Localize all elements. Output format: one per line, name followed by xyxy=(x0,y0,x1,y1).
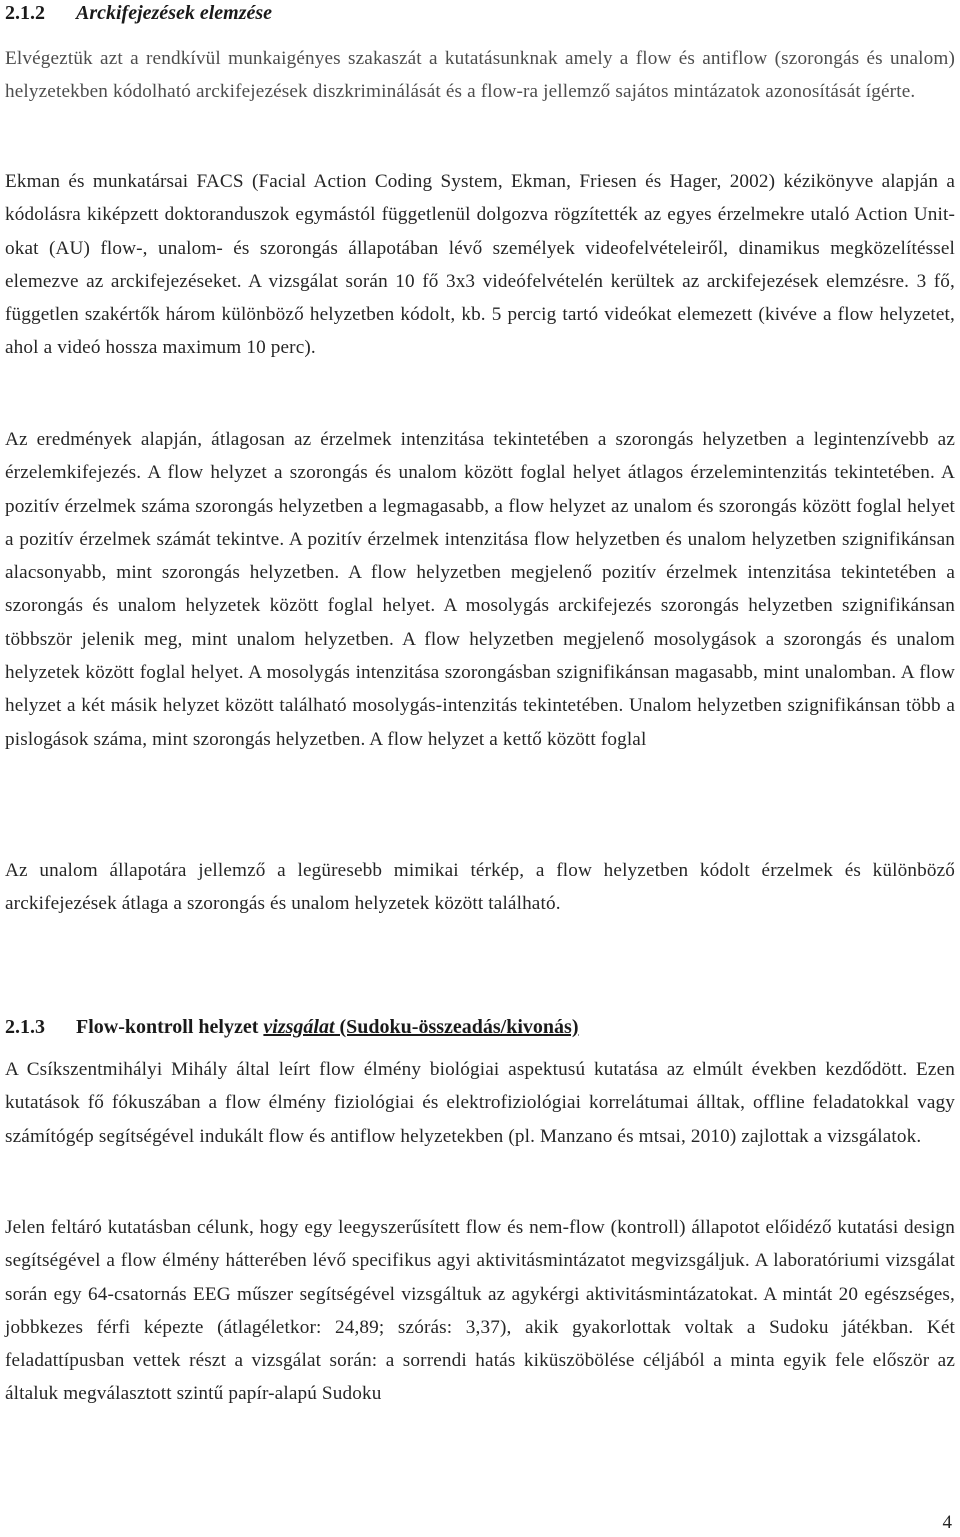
page-number: 4 xyxy=(942,1512,952,1533)
paragraph-eeg-study: Jelen feltáró kutatásban célunk, hogy egy leegyszerűsített flow és nem-flow (kontroll) állapotot előidéző kutatási design segítségével a flow élmény hátterében lévő specifikus agyi aktivitásmintázatot megvizsgáljuk. A laboratóriumi vizsgálat során egy 64-csatornás EEG műszer segítségével vizsgáltuk az agykérgi aktivitásmintázatokat. A mintát 20 egészséges, jobbkezes férfi képezte (átlagéletkor: 24,89; szórás: 3,37), akik gyakorlottak voltak a Sudoku játékban. Két feladattípusban vettek részt a vizsgálat során: a sorrendi hatás kiküszöbölése céljából a minta egyik fele először az általuk megválasztott szintű papír-alapú Sudoku xyxy=(5,1217,955,1405)
paragraph-intro: Elvégeztük azt a rendkívül munkaigényes szakaszát a kutatásunknak amely a flow és antiflow (szorongás és unalom) helyzetekben kódolható arckifejezések diszkriminálását és a flow-ra jellemző sajátos mintázatok azonosítását ígérte. xyxy=(5,48,955,103)
section-title-plain: Flow-kontroll helyzet xyxy=(76,1016,264,1038)
section-number: 2.1.2 xyxy=(5,2,45,24)
paragraph-boredom-summary: Az unalom állapotára jellemző a legüresebb mimikai térkép, a flow helyzetben kódolt érzelmek és különböző arckifejezések átlaga a szorongás és unalom helyzetek között található. xyxy=(5,860,955,915)
paragraph-flow-biology: A Csíkszentmihályi Mihály által leírt flow élmény biológiai aspektusú kutatása az elmúlt években kezdődött. Ezen kutatások fő fókuszában a flow élmény fiziológiai és elektrofiziológiai korrelátumai álltak, offline feladatokkal vagy számítógép segítségével indukált flow és antiflow helyzetekben (pl. Manzano és mtsai, 2010) zajlottak a vizsgálatok. xyxy=(5,1059,955,1147)
section-title-rest: (Sudoku-összeadás/kivonás) xyxy=(334,1016,579,1038)
section-title: Arckifejezések elemzése xyxy=(76,2,273,24)
paragraph-results: Az eredmények alapján, átlagosan az érzelmek intenzitása tekintetében a szorongás helyzetben a legintenzívebb az érzelemkifejezés. A flow helyzet a szorongás és unalom között foglal helyet átlagos érzelemintenzitás tekintetében. A pozitív érzelmek száma szorongás helyzetben a legmagasabb, a flow helyzet az unalom és szorongás között foglal helyet a pozitív érzelmek számát tekintve. A pozitív érzelmek intenzitása flow helyzetben és unalom helyzetben szignifikánsan alacsonyabb, mint szorongás helyzetben. A flow helyzetben megjelenő pozitív érzelmek intenzitása tekintetében a szorongás és unalom helyzetek között foglal helyet. A mosolygás arckifejezés szorongás helyzetben szignifikánsan többször jelenik meg, mint unalom helyzetben. A flow helyzetben megjelenő mosolygások a szorongás és unalom helyzetek között foglal helyet. A mosolygás intenzitása szorongásban szignifikánsan magasabb, mint unalomban. A flow helyzet a két másik helyzet között található mosolygás-intenzitás tekintetében. Unalom helyzetben szignifikánsan több a pislogások száma, mint szorongás helyzetben. A flow helyzet a kettő között foglal xyxy=(5,429,955,750)
section-title-italic: vizsgálat xyxy=(263,1016,335,1038)
paragraph-facs-method: Ekman és munkatársai FACS (Facial Action Coding System, Ekman, Friesen és Hager, 2002) kézikönyve alapján a kódolásra kiképzett doktoranduszok egymástól függetlenül dolgozva rögzítették az egyes érzelmekre utaló Action Unit-okat (AU) flow-, unalom- és szorongás állapotában lévő személyek videofelvételeiről, dinamikus megközelítéssel elemezve az arckifejezéseket. A vizsgálat során 10 fő 3x3 videófelvételén kerültek az arckifejezések elemzésre. 3 fő, független szakértők három különböző helyzetben kódolt, kb. 5 percig tartó videókat elemezett (kivéve a flow helyzetet, ahol a videó hossza maximum 10 perc). xyxy=(5,171,955,359)
section-heading-2-1-2 xyxy=(5,0,272,26)
section-heading-2-1-3 xyxy=(5,1014,578,1040)
section-number: 2.1.3 xyxy=(5,1016,45,1038)
